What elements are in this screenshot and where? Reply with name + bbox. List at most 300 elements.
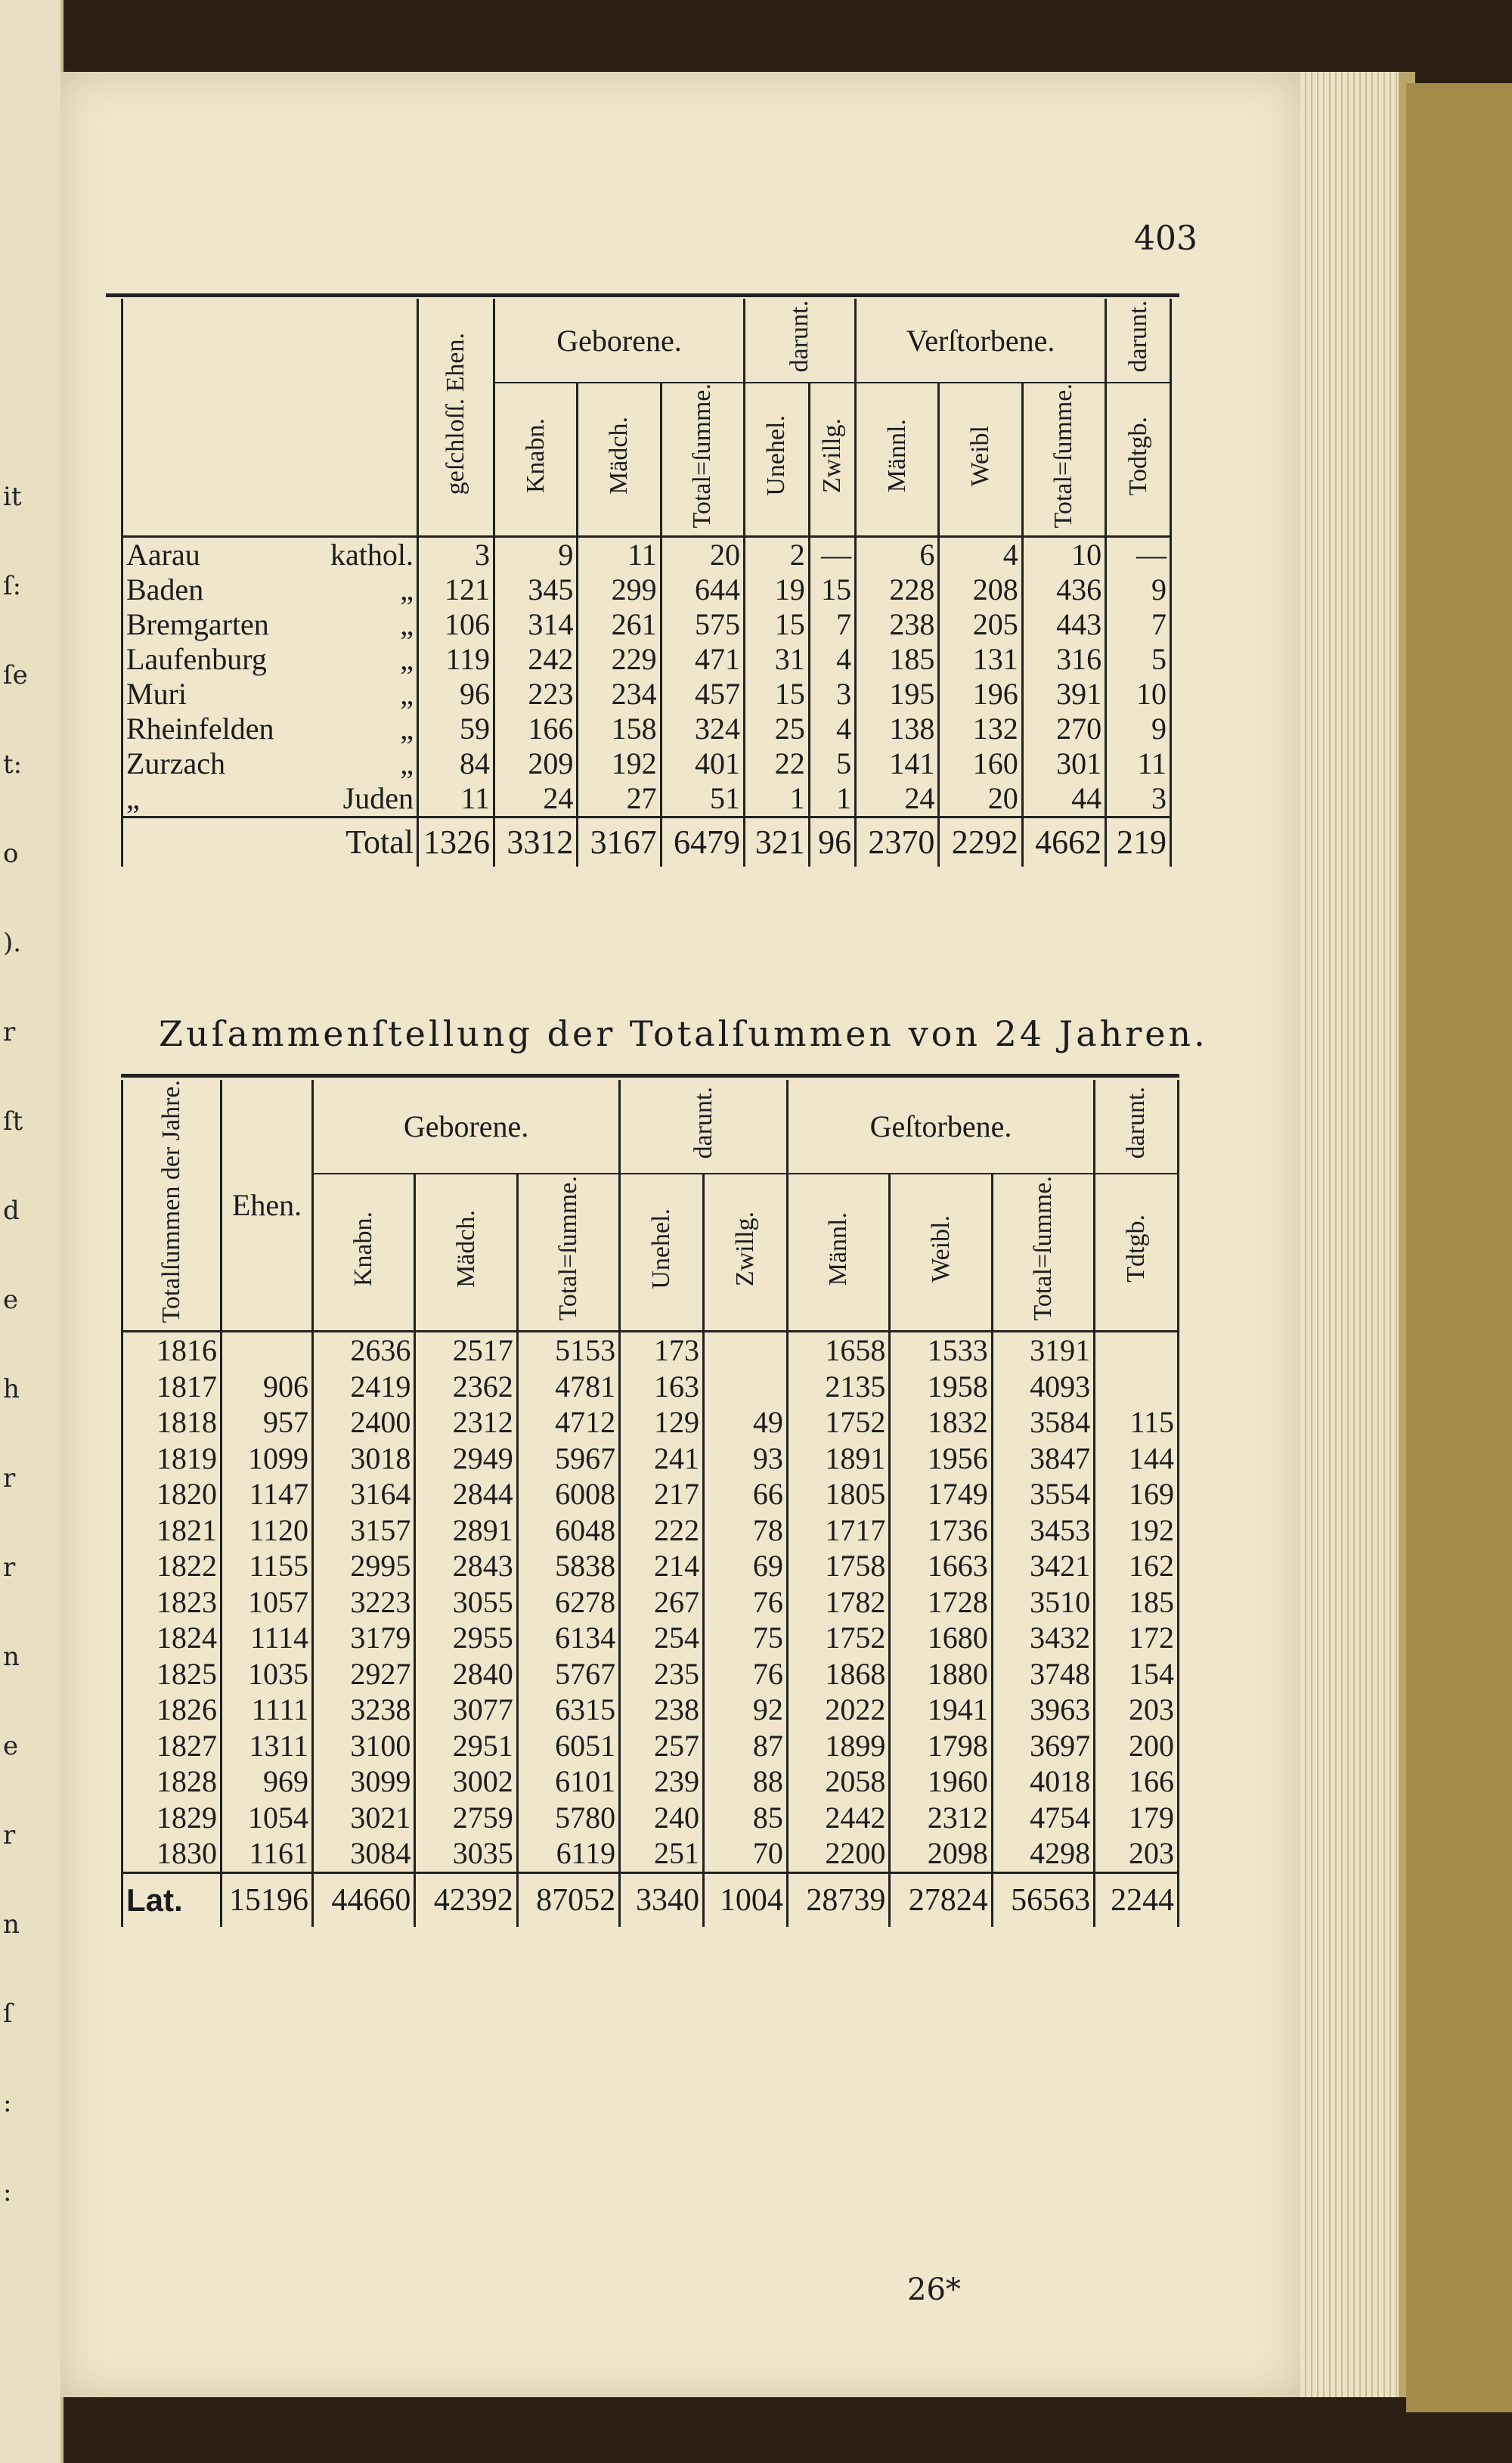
- table-row: [122, 1332, 1179, 1369]
- year-cell: 1819: [122, 1441, 222, 1477]
- table-cell: 24: [856, 781, 939, 817]
- table-cell: 129: [620, 1404, 704, 1441]
- born-header-2: Geborene.: [313, 1080, 620, 1174]
- top-rule: [106, 293, 1179, 297]
- table-row: [122, 1692, 1179, 1728]
- table-cell: 1057: [222, 1584, 313, 1621]
- fragment-text: t:: [3, 749, 23, 780]
- table-cell: 214: [620, 1548, 704, 1584]
- table-cell: 6051: [517, 1728, 619, 1764]
- total-cell: 1004: [704, 1872, 788, 1927]
- table-cell: 3021: [313, 1800, 415, 1836]
- table-cell: 51: [661, 781, 744, 817]
- table-cell: 185: [856, 642, 939, 677]
- table-cell: 196: [939, 677, 1022, 712]
- column-header: Knabn.: [494, 383, 578, 537]
- table-cell: 2135: [787, 1369, 889, 1405]
- table-cell: 436: [1022, 572, 1105, 607]
- table-row: [122, 1369, 1179, 1405]
- table-row: [122, 642, 1171, 677]
- district-name: Bremgarten: [126, 607, 269, 642]
- table-cell: 76: [704, 1656, 788, 1692]
- table-cell: 3055: [415, 1584, 517, 1621]
- year-cell: 1829: [122, 1800, 222, 1836]
- table-cell: [704, 1332, 788, 1369]
- table-cell: 4298: [992, 1835, 1094, 1872]
- table-cell: 15: [744, 677, 809, 712]
- table-cell: 1054: [222, 1800, 313, 1836]
- table-cell: 5: [1106, 642, 1171, 677]
- table-cell: 209: [494, 746, 578, 781]
- total-cell: 2292: [939, 817, 1022, 867]
- years-header: Totalſummen der Jahre.: [122, 1080, 222, 1332]
- table-cell: —: [809, 537, 855, 573]
- table-cell: 66: [704, 1476, 788, 1512]
- table-row: [122, 781, 1171, 817]
- column-header: Total=ſumme.: [992, 1174, 1094, 1332]
- table-cell: 1736: [890, 1512, 992, 1549]
- table-cell: 1161: [222, 1835, 313, 1872]
- table-cell: 3084: [313, 1835, 415, 1872]
- table-cell: 92: [704, 1692, 788, 1728]
- died-incl-header: darunt.: [1106, 299, 1171, 383]
- table-cell: 3238: [313, 1692, 415, 1728]
- table-cell: 2927: [313, 1656, 415, 1692]
- total-row: [122, 817, 1171, 867]
- table-cell: 345: [494, 572, 578, 607]
- table-cell: 7: [1106, 607, 1171, 642]
- column-header: Männl.: [787, 1174, 889, 1332]
- fragment-text: r: [3, 1017, 16, 1047]
- table-cell: 1752: [787, 1620, 889, 1656]
- fragment-text: r: [3, 1553, 16, 1583]
- total-cell: 28739: [787, 1872, 889, 1927]
- table-cell: 6048: [517, 1512, 619, 1549]
- total-cell: 96: [809, 817, 855, 867]
- table-cell: 69: [704, 1548, 788, 1584]
- total-cell: 219: [1106, 817, 1171, 867]
- table-cell: 59: [418, 712, 494, 746]
- page-edges: [1300, 72, 1415, 2397]
- total-cell: 2244: [1095, 1872, 1179, 1927]
- table-cell: 173: [620, 1332, 704, 1369]
- table-cell: 119: [418, 642, 494, 677]
- table-cell: 3963: [992, 1692, 1094, 1728]
- table-cell: 2759: [415, 1800, 517, 1836]
- table-row: [122, 537, 1171, 573]
- table-cell: 1868: [787, 1656, 889, 1692]
- table-cell: 234: [578, 677, 661, 712]
- book-cover: [1406, 83, 1512, 2412]
- fragment-text: n: [3, 1642, 20, 1672]
- table-cell: 3: [809, 677, 855, 712]
- table-cell: 166: [494, 712, 578, 746]
- total-cell: 27824: [890, 1872, 992, 1927]
- district-table: [121, 299, 1172, 867]
- table-cell: 2312: [890, 1800, 992, 1836]
- table-cell: 5767: [517, 1656, 619, 1692]
- table-cell: 3453: [992, 1512, 1094, 1549]
- table-cell: 644: [661, 572, 744, 607]
- table-cell: —: [1106, 537, 1171, 573]
- district-cell: [122, 712, 418, 746]
- fragment-text: n: [3, 1909, 20, 1940]
- table-cell: 1899: [787, 1728, 889, 1764]
- total-row: [122, 1872, 1179, 1927]
- year-cell: 1826: [122, 1692, 222, 1728]
- table-row: [122, 1763, 1179, 1800]
- summary-top-rule: [121, 1074, 1179, 1078]
- table-cell: 20: [939, 781, 1022, 817]
- table-row: [122, 1656, 1179, 1692]
- table-cell: 324: [661, 712, 744, 746]
- table-cell: 1752: [787, 1404, 889, 1441]
- table-cell: 158: [578, 712, 661, 746]
- district-name: Aarau: [126, 538, 200, 572]
- table-cell: 195: [856, 677, 939, 712]
- table-cell: 1099: [222, 1441, 313, 1477]
- table-cell: 3421: [992, 1548, 1094, 1584]
- total-cell: 321: [744, 817, 809, 867]
- table-cell: 179: [1095, 1800, 1179, 1836]
- table-cell: 3157: [313, 1512, 415, 1549]
- table-cell: 162: [1095, 1548, 1179, 1584]
- table-cell: 1155: [222, 1548, 313, 1584]
- table-cell: 235: [620, 1656, 704, 1692]
- column-header: Weibl.: [890, 1174, 992, 1332]
- table-cell: 9: [494, 537, 578, 573]
- table-cell: 3510: [992, 1584, 1094, 1621]
- table-cell: 49: [704, 1404, 788, 1441]
- table-cell: 2362: [415, 1369, 517, 1405]
- district-note: „: [400, 607, 414, 642]
- column-header: Total=ſumme.: [661, 383, 744, 537]
- table-cell: 27: [578, 781, 661, 817]
- table-cell: 15: [744, 607, 809, 642]
- table-cell: 1798: [890, 1728, 992, 1764]
- table-cell: 172: [1095, 1620, 1179, 1656]
- table-cell: 239: [620, 1763, 704, 1800]
- table-cell: 1111: [222, 1692, 313, 1728]
- table-cell: 4093: [992, 1369, 1094, 1405]
- table-cell: 11: [578, 537, 661, 573]
- table-cell: 2098: [890, 1835, 992, 1872]
- table-cell: 3748: [992, 1656, 1094, 1692]
- table-cell: 192: [1095, 1512, 1179, 1549]
- column-header: Total=ſumme.: [1022, 383, 1105, 537]
- fragment-text: e: [3, 1285, 19, 1315]
- table-cell: 31: [744, 642, 809, 677]
- table-row: [122, 1620, 1179, 1656]
- district-cell: [122, 746, 418, 781]
- table-row: [122, 1728, 1179, 1764]
- table-cell: 240: [620, 1800, 704, 1836]
- table-cell: 401: [661, 746, 744, 781]
- page-number: 403: [1134, 219, 1198, 258]
- table-cell: [222, 1332, 313, 1369]
- year-cell: 1822: [122, 1548, 222, 1584]
- died-header: Verſtorbene.: [856, 299, 1106, 383]
- table-cell: 6119: [517, 1835, 619, 1872]
- table-cell: 4754: [992, 1800, 1094, 1836]
- table-cell: 6134: [517, 1620, 619, 1656]
- table-cell: 1533: [890, 1332, 992, 1369]
- table-cell: 3847: [992, 1441, 1094, 1477]
- fragment-text: r: [3, 1820, 16, 1850]
- table-cell: 228: [856, 572, 939, 607]
- table-cell: 1658: [787, 1332, 889, 1369]
- table-cell: 115: [1095, 1404, 1179, 1441]
- district-note: „: [400, 712, 414, 746]
- table-cell: 2843: [415, 1548, 517, 1584]
- table-cell: 4: [939, 537, 1022, 573]
- column-header: Zwillg.: [704, 1174, 788, 1332]
- table-cell: 906: [222, 1369, 313, 1405]
- table-cell: 144: [1095, 1441, 1179, 1477]
- table-cell: 1147: [222, 1476, 313, 1512]
- summary-title: Zuſammenſtellung der Totalſummen von 24 Jahren.: [159, 1013, 1208, 1054]
- table-cell: 301: [1022, 746, 1105, 781]
- table-cell: 132: [939, 712, 1022, 746]
- table-cell: 1749: [890, 1476, 992, 1512]
- table-cell: 2058: [787, 1763, 889, 1800]
- table-cell: 2400: [313, 1404, 415, 1441]
- table-cell: 3002: [415, 1763, 517, 1800]
- table-cell: 9: [1106, 712, 1171, 746]
- table-cell: 4781: [517, 1369, 619, 1405]
- column-header: Männl.: [856, 383, 939, 537]
- table-cell: 242: [494, 642, 578, 677]
- column-header: Knabn.: [313, 1174, 415, 1332]
- table-cell: 138: [856, 712, 939, 746]
- died-incl-header-2: darunt.: [1095, 1080, 1179, 1174]
- table-cell: 205: [939, 607, 1022, 642]
- table-cell: 2636: [313, 1332, 415, 1369]
- fragment-text: ).: [3, 928, 22, 958]
- table-cell: 1832: [890, 1404, 992, 1441]
- table-cell: 93: [704, 1441, 788, 1477]
- fragment-text: o: [3, 839, 19, 869]
- table-cell: 1728: [890, 1584, 992, 1621]
- table-cell: 391: [1022, 677, 1105, 712]
- district-note: „: [400, 677, 414, 712]
- table-row: [122, 1548, 1179, 1584]
- table-cell: 24: [494, 781, 578, 817]
- table-cell: 4: [809, 712, 855, 746]
- table-cell: 5780: [517, 1800, 619, 1836]
- table-cell: 257: [620, 1728, 704, 1764]
- table-cell: 5838: [517, 1548, 619, 1584]
- table-cell: 3: [1106, 781, 1171, 817]
- table-cell: 3018: [313, 1441, 415, 1477]
- table-cell: 1717: [787, 1512, 889, 1549]
- fragment-text: e: [3, 1731, 19, 1761]
- table-cell: 22: [744, 746, 809, 781]
- fragment-text: ſ: [3, 1999, 13, 2029]
- table-cell: 261: [578, 607, 661, 642]
- total-cell: 56563: [992, 1872, 1094, 1927]
- total-cell: 3340: [620, 1872, 704, 1927]
- table-cell: [704, 1369, 788, 1405]
- fragment-text: h: [3, 1374, 20, 1404]
- district-cell: [122, 607, 418, 642]
- table-cell: 2844: [415, 1476, 517, 1512]
- table-cell: 4018: [992, 1763, 1094, 1800]
- table-cell: 3164: [313, 1476, 415, 1512]
- fragment-text: r: [3, 1463, 16, 1494]
- district-note: „: [400, 746, 414, 781]
- total-cell: 1326: [418, 817, 494, 867]
- table-cell: 200: [1095, 1728, 1179, 1764]
- table-cell: 96: [418, 677, 494, 712]
- fragment-text: ſe: [3, 660, 28, 690]
- year-cell: 1818: [122, 1404, 222, 1441]
- table-cell: 163: [620, 1369, 704, 1405]
- total-cell: 2370: [856, 817, 939, 867]
- year-cell: 1816: [122, 1332, 222, 1369]
- total-cell: 4662: [1022, 817, 1105, 867]
- table-cell: 2442: [787, 1800, 889, 1836]
- table-cell: 457: [661, 677, 744, 712]
- table-cell: 3: [418, 537, 494, 573]
- fragment-text: :: [3, 2088, 12, 2118]
- table-cell: 270: [1022, 712, 1105, 746]
- table-row: [122, 746, 1171, 781]
- table-cell: 1311: [222, 1728, 313, 1764]
- table-cell: 471: [661, 642, 744, 677]
- born-incl-header: darunt.: [744, 299, 855, 383]
- table-cell: 169: [1095, 1476, 1179, 1512]
- total-cell: 15196: [222, 1872, 313, 1927]
- table-cell: 1: [809, 781, 855, 817]
- table-cell: 5153: [517, 1332, 619, 1369]
- table-cell: 84: [418, 746, 494, 781]
- district-name: Baden: [126, 572, 204, 607]
- table-cell: 19: [744, 572, 809, 607]
- table-cell: 3191: [992, 1332, 1094, 1369]
- table-cell: 6315: [517, 1692, 619, 1728]
- table-cell: 4: [809, 642, 855, 677]
- table-cell: 3697: [992, 1728, 1094, 1764]
- district-note: „: [400, 642, 414, 677]
- column-header: Unehel.: [744, 383, 809, 537]
- table-cell: 254: [620, 1620, 704, 1656]
- table-cell: 1960: [890, 1763, 992, 1800]
- table-cell: 203: [1095, 1835, 1179, 1872]
- born-header: Geborene.: [494, 299, 745, 383]
- table-cell: 1891: [787, 1441, 889, 1477]
- table-cell: 1880: [890, 1656, 992, 1692]
- table-cell: 15: [809, 572, 855, 607]
- table-row: [122, 712, 1171, 746]
- table-cell: 217: [620, 1476, 704, 1512]
- column-header: Mädch.: [578, 383, 661, 537]
- column-header: Total=ſumme.: [517, 1174, 619, 1332]
- year-cell: 1830: [122, 1835, 222, 1872]
- table-row: [122, 572, 1171, 607]
- table-row: [122, 1835, 1179, 1872]
- table-cell: 969: [222, 1763, 313, 1800]
- district-cell: [122, 781, 418, 817]
- table-cell: 2312: [415, 1404, 517, 1441]
- table-cell: 131: [939, 642, 1022, 677]
- table-cell: 185: [1095, 1584, 1179, 1621]
- table-cell: 4712: [517, 1404, 619, 1441]
- district-name: Zurzach: [126, 746, 226, 781]
- table-row: [122, 1441, 1179, 1477]
- table-cell: 154: [1095, 1656, 1179, 1692]
- table-cell: 88: [704, 1763, 788, 1800]
- marriages-header-2: Ehen.: [222, 1080, 313, 1332]
- table-cell: 3223: [313, 1584, 415, 1621]
- table-cell: 6: [856, 537, 939, 573]
- district-name: Muri: [126, 677, 187, 712]
- table-cell: 2891: [415, 1512, 517, 1549]
- table-cell: 25: [744, 712, 809, 746]
- total-cell: 3167: [578, 817, 661, 867]
- year-cell: 1820: [122, 1476, 222, 1512]
- table-row: [122, 1800, 1179, 1836]
- table-row: [122, 1584, 1179, 1621]
- table-cell: 229: [578, 642, 661, 677]
- total-cell: 44660: [313, 1872, 415, 1927]
- table-cell: 70: [704, 1835, 788, 1872]
- table-cell: 2955: [415, 1620, 517, 1656]
- year-cell: 1821: [122, 1512, 222, 1549]
- table-cell: 5: [809, 746, 855, 781]
- table-cell: 7: [809, 607, 855, 642]
- total-label: Total: [122, 817, 418, 867]
- year-cell: 1817: [122, 1369, 222, 1405]
- total-label: Lat.: [122, 1872, 222, 1927]
- table-cell: 3077: [415, 1692, 517, 1728]
- district-name: „: [126, 781, 140, 816]
- table-cell: 1941: [890, 1692, 992, 1728]
- table-cell: 160: [939, 746, 1022, 781]
- table-cell: 2: [744, 537, 809, 573]
- table-cell: 241: [620, 1441, 704, 1477]
- table-cell: 1958: [890, 1369, 992, 1405]
- table-cell: 6008: [517, 1476, 619, 1512]
- table-cell: 1: [744, 781, 809, 817]
- table-cell: 10: [1106, 677, 1171, 712]
- table-cell: 3100: [313, 1728, 415, 1764]
- table-cell: 3584: [992, 1404, 1094, 1441]
- year-cell: 1823: [122, 1584, 222, 1621]
- table-cell: 11: [418, 781, 494, 817]
- column-header: Todtgb.: [1106, 383, 1171, 537]
- fragment-text: it: [3, 482, 22, 512]
- table-cell: 2951: [415, 1728, 517, 1764]
- column-header: Unehel.: [620, 1174, 704, 1332]
- table-cell: 9: [1106, 572, 1171, 607]
- total-cell: 42392: [415, 1872, 517, 1927]
- table-cell: 2200: [787, 1835, 889, 1872]
- year-cell: 1824: [122, 1620, 222, 1656]
- table-cell: 223: [494, 677, 578, 712]
- total-cell: 87052: [517, 1872, 619, 1927]
- table-cell: 166: [1095, 1763, 1179, 1800]
- table-cell: 957: [222, 1404, 313, 1441]
- table-cell: 251: [620, 1835, 704, 1872]
- table-cell: [1095, 1332, 1179, 1369]
- fragment-text: ſt: [3, 1106, 23, 1137]
- district-name: Rheinfelden: [126, 712, 274, 746]
- table-cell: 76: [704, 1584, 788, 1621]
- table-cell: 106: [418, 607, 494, 642]
- table-cell: 85: [704, 1800, 788, 1836]
- table-cell: 316: [1022, 642, 1105, 677]
